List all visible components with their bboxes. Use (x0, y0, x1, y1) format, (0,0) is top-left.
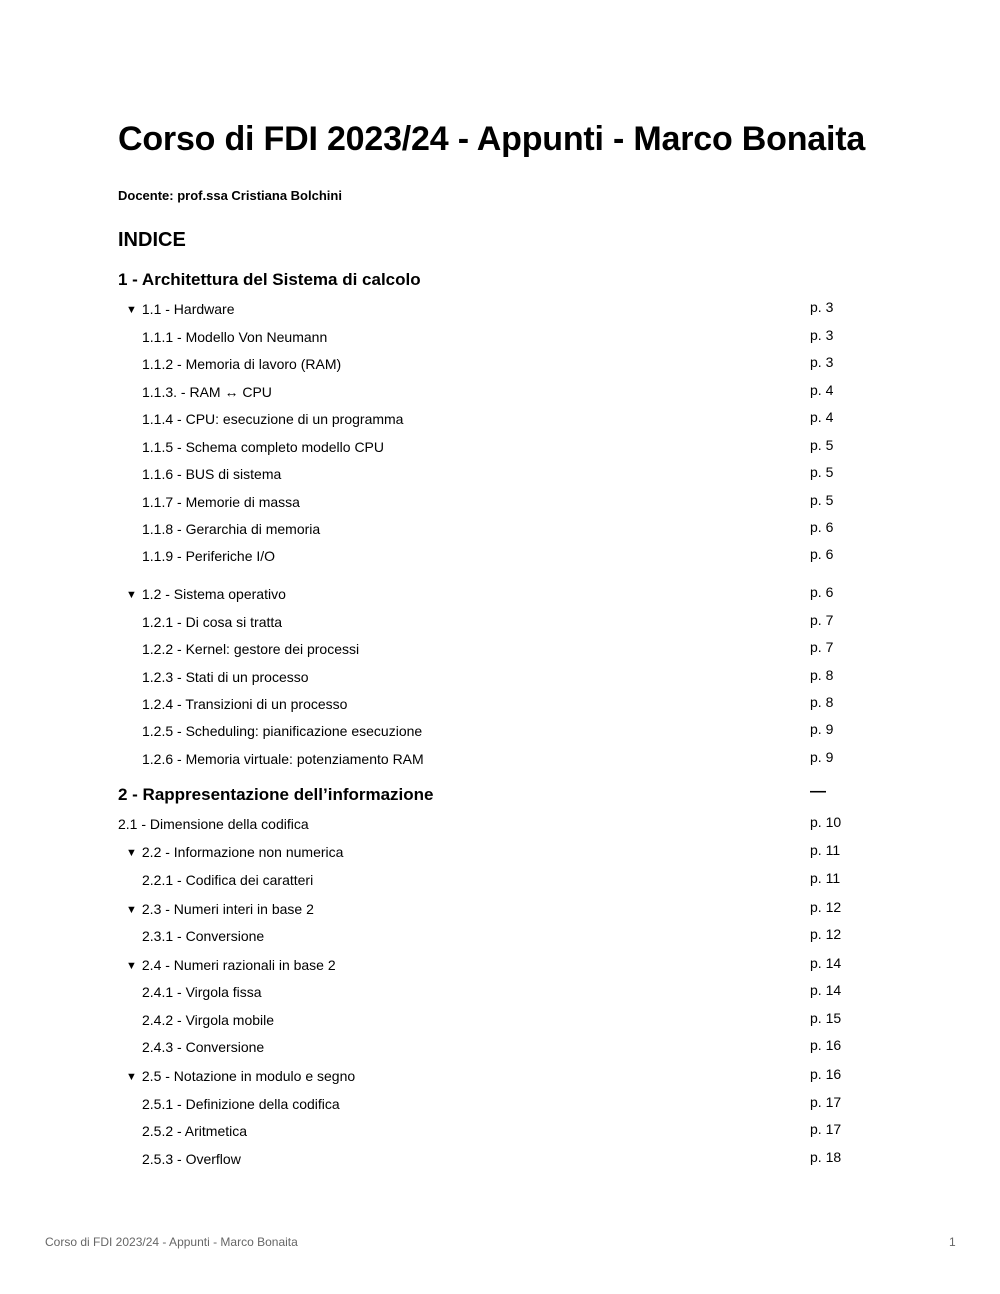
toc-entry-label: 1.1.3. - RAM ↔ CPU (142, 384, 272, 400)
toc-entry-page: p. 5 (810, 492, 834, 508)
toc-entry-page: p. 11 (810, 870, 841, 886)
toc-entry-2-3-1[interactable] (0, 927, 1000, 947)
toc-entry-page: p. 7 (810, 612, 834, 628)
toc-entry-1-2-3[interactable] (0, 668, 1000, 688)
toc-entry-2-1[interactable] (0, 815, 1000, 835)
toc-entry-page: p. 6 (810, 519, 834, 535)
page-title: Corso di FDI 2023/24 - Appunti - Marco Bonaita (118, 120, 866, 158)
toc-entry-page: p. 7 (810, 639, 834, 655)
toc-entry-page: p. 16 (810, 1066, 842, 1082)
toc-entry-label: 1.2.5 - Scheduling: pianificazione esecuzione (142, 723, 423, 739)
toc-entry-label: 2.1 - Dimensione della codifica (118, 816, 309, 832)
toc-entry-label: 2.3.1 - Conversione (142, 928, 265, 944)
toc-entry-page: p. 15 (810, 1010, 842, 1026)
toc-entry-label: 1.1.1 - Modello Von Neumann (142, 329, 328, 345)
toc-entry-1-1-7[interactable] (0, 493, 1000, 513)
index-heading: INDICE (118, 229, 186, 251)
toc-entry-label: 2.3 - Numeri interi in base 2 (141, 901, 314, 917)
collapse-triangle-icon[interactable]: ▼ (126, 960, 137, 972)
toc-entry-page: p. 4 (810, 382, 834, 398)
toc-entry-label: 1.2.4 - Transizioni di un processo (142, 696, 348, 712)
toc-entry-2-5[interactable] (0, 1067, 1000, 1087)
toc-section-1[interactable] (0, 272, 1000, 292)
toc-entry-page: p. 18 (810, 1149, 842, 1165)
toc-entry-label: 1.1.2 - Memoria di lavoro (RAM) (142, 356, 342, 372)
toc-entry-label: 1.1.9 - Periferiche I/O (142, 548, 276, 564)
footer-page-number: 1 (949, 1235, 956, 1249)
toc-entry-label: 1.2 - Sistema operativo (141, 586, 286, 602)
toc-entry-label: 1.1.7 - Memorie di massa (142, 494, 300, 510)
teacher-line: Docente: prof.ssa Cristiana Bolchini (118, 188, 342, 203)
toc-entry-label: 2.5.2 - Aritmetica (142, 1123, 248, 1139)
toc-entry-page: p. 6 (810, 584, 834, 600)
toc-entry-label: 2.4.3 - Conversione (142, 1039, 265, 1055)
toc-entry-2-5-2[interactable] (0, 1122, 1000, 1142)
toc-entry-1-2-4[interactable] (0, 695, 1000, 715)
toc-entry-label: 2.2.1 - Codifica dei caratteri (142, 872, 314, 888)
toc-entry-2-4-1[interactable] (0, 983, 1000, 1003)
toc-entry-2-3[interactable] (0, 900, 1000, 920)
toc-entry-1-1-8[interactable] (0, 520, 1000, 540)
toc-entry-page: p. 8 (810, 667, 834, 683)
toc-entry-2-4[interactable] (0, 956, 1000, 976)
toc-entry-1-1-6[interactable] (0, 465, 1000, 485)
toc-entry-1-1[interactable] (0, 300, 1000, 320)
toc-entry-page: p. 12 (810, 899, 842, 915)
toc-entry-page: p. 10 (810, 814, 842, 830)
toc-entry-label: 1.1.4 - CPU: esecuzione di un programma (142, 411, 404, 427)
toc-entry-page: p. 3 (810, 327, 834, 343)
toc-entry-1-1-9[interactable] (0, 547, 1000, 567)
toc-entry-label: 2.5 - Notazione in modulo e segno (141, 1068, 356, 1084)
toc-entry-1-1-4[interactable] (0, 410, 1000, 430)
toc-entry-2-4-3[interactable] (0, 1038, 1000, 1058)
footer-title: Corso di FDI 2023/24 - Appunti - Marco Bonaita (45, 1235, 298, 1249)
toc-entry-label: 1.2.1 - Di cosa si tratta (142, 614, 283, 630)
toc-entry-page: — (810, 783, 826, 800)
toc-section-2[interactable] (0, 783, 1000, 807)
toc-entry-page: p. 3 (810, 299, 834, 315)
toc-entry-page: p. 3 (810, 354, 834, 370)
toc-entry-1-1-5[interactable] (0, 438, 1000, 458)
toc-entry-page: p. 12 (810, 926, 842, 942)
toc-section-label: 1 - Architettura del Sistema di calcolo (118, 270, 421, 289)
toc-entry-page: p. 4 (810, 409, 834, 425)
toc-entry-label: 2.2 - Informazione non numerica (141, 844, 344, 860)
toc-entry-page: p. 5 (810, 437, 834, 453)
toc-entry-2-5-3[interactable] (0, 1150, 1000, 1170)
toc-entry-label: 1.2.2 - Kernel: gestore dei processi (142, 641, 360, 657)
collapse-triangle-icon[interactable]: ▼ (126, 1071, 137, 1083)
toc-entry-page: p. 17 (810, 1094, 842, 1110)
toc-entry-label: 1.1.8 - Gerarchia di memoria (142, 521, 321, 537)
toc-entry-page: p. 9 (810, 749, 834, 765)
toc-entry-page: p. 6 (810, 546, 834, 562)
toc-entry-1-2-5[interactable] (0, 722, 1000, 742)
toc-entry-1-1-2[interactable] (0, 355, 1000, 375)
toc-entry-1-2-2[interactable] (0, 640, 1000, 660)
toc-entry-2-5-1[interactable] (0, 1095, 1000, 1115)
toc-entry-page: p. 14 (810, 955, 842, 971)
toc-entry-1-1-1[interactable] (0, 328, 1000, 348)
toc-entry-label: 2.4.2 - Virgola mobile (142, 1012, 275, 1028)
collapse-triangle-icon[interactable]: ▼ (126, 304, 137, 316)
toc-entry-label: 2.4 - Numeri razionali in base 2 (141, 957, 336, 973)
toc-entry-label: 2.4.1 - Virgola fissa (142, 984, 262, 1000)
toc-entry-label: 2.5.3 - Overflow (142, 1151, 241, 1167)
toc-entry-1-2[interactable] (0, 585, 1000, 605)
toc-entry-page: p. 17 (810, 1121, 842, 1137)
toc-entry-label: 1.2.6 - Memoria virtuale: potenziamento RAM (142, 751, 424, 767)
toc-entry-2-2-1[interactable] (0, 871, 1000, 891)
collapse-triangle-icon[interactable]: ▼ (126, 904, 137, 916)
toc-entry-page: p. 5 (810, 464, 834, 480)
toc-entry-1-2-1[interactable] (0, 613, 1000, 633)
toc-entry-label: 2.5.1 - Definizione della codifica (142, 1096, 340, 1112)
toc-entry-page: p. 16 (810, 1037, 842, 1053)
collapse-triangle-icon[interactable]: ▼ (126, 589, 137, 601)
toc-entry-label: 1.1.5 - Schema completo modello CPU (142, 439, 384, 455)
toc-entry-label: 1.1.6 - BUS di sistema (142, 466, 282, 482)
toc-entry-page: p. 11 (810, 842, 841, 858)
toc-entry-2-4-2[interactable] (0, 1011, 1000, 1031)
toc-entry-page: p. 8 (810, 694, 834, 710)
toc-entry-page: p. 9 (810, 721, 834, 737)
toc-entry-label: 1.1 - Hardware (141, 301, 235, 317)
toc-entry-1-2-6[interactable] (0, 750, 1000, 770)
toc-section-label: 2 - Rappresentazione dell’informazione (118, 785, 434, 804)
toc-entry-2-2[interactable] (0, 843, 1000, 863)
toc-entry-1-1-3[interactable] (0, 383, 1000, 403)
toc-entry-page: p. 14 (810, 982, 842, 998)
collapse-triangle-icon[interactable]: ▼ (126, 847, 137, 859)
toc-entry-label: 1.2.3 - Stati di un processo (142, 669, 309, 685)
